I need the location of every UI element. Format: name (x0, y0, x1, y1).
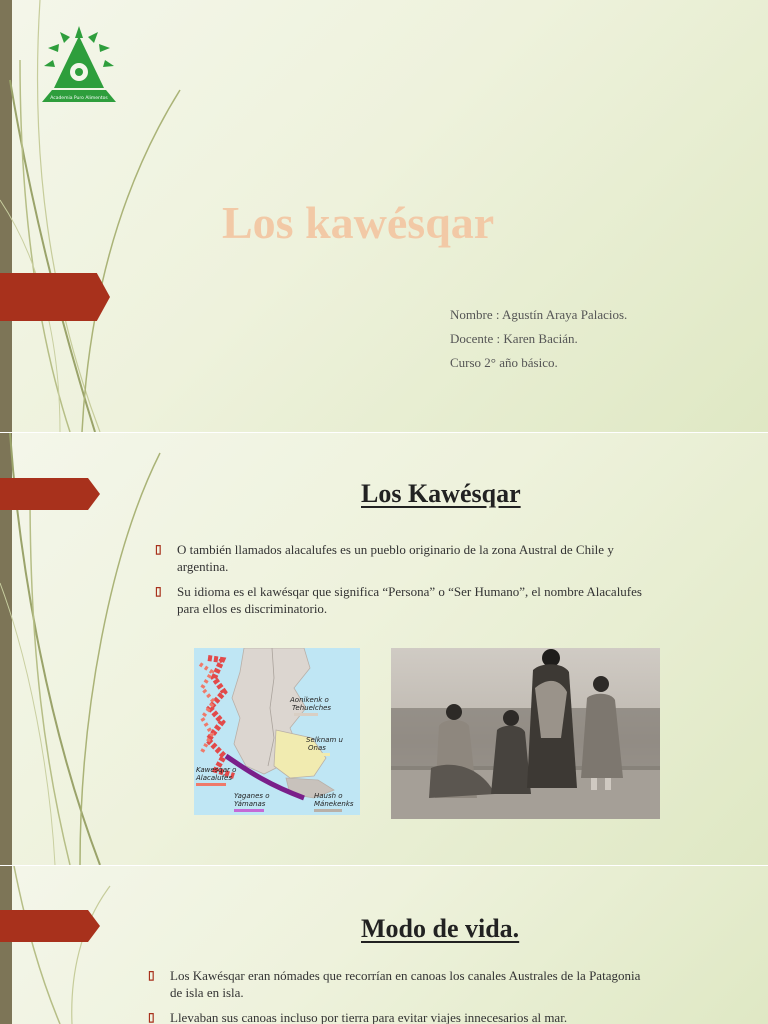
svg-text:Academia Puro Alimentos: Academia Puro Alimentos (50, 96, 108, 101)
svg-text:Alacalufes: Alacalufes (196, 774, 232, 782)
svg-text:Yámanas: Yámanas (234, 800, 266, 808)
bullet-marker: ▯ (155, 542, 162, 556)
bullet-marker: ▯ (148, 1010, 155, 1024)
svg-text:Mánekenks: Mánekenks (314, 800, 354, 808)
bullet-item: ▯ O también llamados alacalufes es un pueblo originario de la zona Austral de Chile y argentina. (155, 542, 614, 574)
bullet-item: ▯ Llevaban sus canoas incluso por tierra para evitar viajes innecesarios al mar. (148, 1010, 568, 1024)
accent-arrow (0, 478, 100, 510)
slide-modo-de-vida (0, 866, 768, 1024)
presentation-title: Los kawésqar (222, 197, 495, 248)
historical-photo (391, 648, 660, 819)
accent-arrow (0, 910, 100, 942)
slide-los-kawesqar (0, 433, 768, 865)
bullet-marker: ▯ (148, 968, 155, 982)
bullet-item: ▯ Los Kawésqar eran nómades que recorrían en canoas los canales Australes de la Patagonia de isla en isla. (148, 968, 641, 1000)
bullet-marker: ▯ (155, 584, 162, 598)
student-name: Nombre : Agustín Araya Palacios. (450, 307, 628, 322)
course-label: Curso 2° año básico. (450, 355, 558, 370)
accent-arrow (0, 273, 110, 321)
teacher-name: Docente : Karen Bacián. (450, 331, 578, 346)
patagonia-map (194, 648, 360, 815)
slide-title: Modo de vida. (361, 914, 520, 943)
map-label-kawesqar: Kawesqar o (196, 766, 237, 774)
bullet-item: ▯ Su idioma es el kawésqar que significa “Persona” o “Ser Humano”, el nombre Alacalufes para ellos es discriminatorio. (155, 584, 642, 616)
svg-text:Onas: Onas (308, 744, 326, 752)
svg-text:Tehuelches: Tehuelches (292, 704, 332, 712)
school-logo (38, 24, 120, 110)
map-label-selknam: Selknam u (306, 736, 343, 744)
slide-title: Los Kawésqar (361, 479, 521, 508)
slide-title (0, 0, 768, 432)
map-label-yaganes: Yaganes o (234, 792, 270, 800)
author-info (450, 303, 627, 375)
map-label-haush: Haush o (314, 792, 343, 800)
map-label-aonikenk: Aonikenk o (290, 696, 329, 704)
